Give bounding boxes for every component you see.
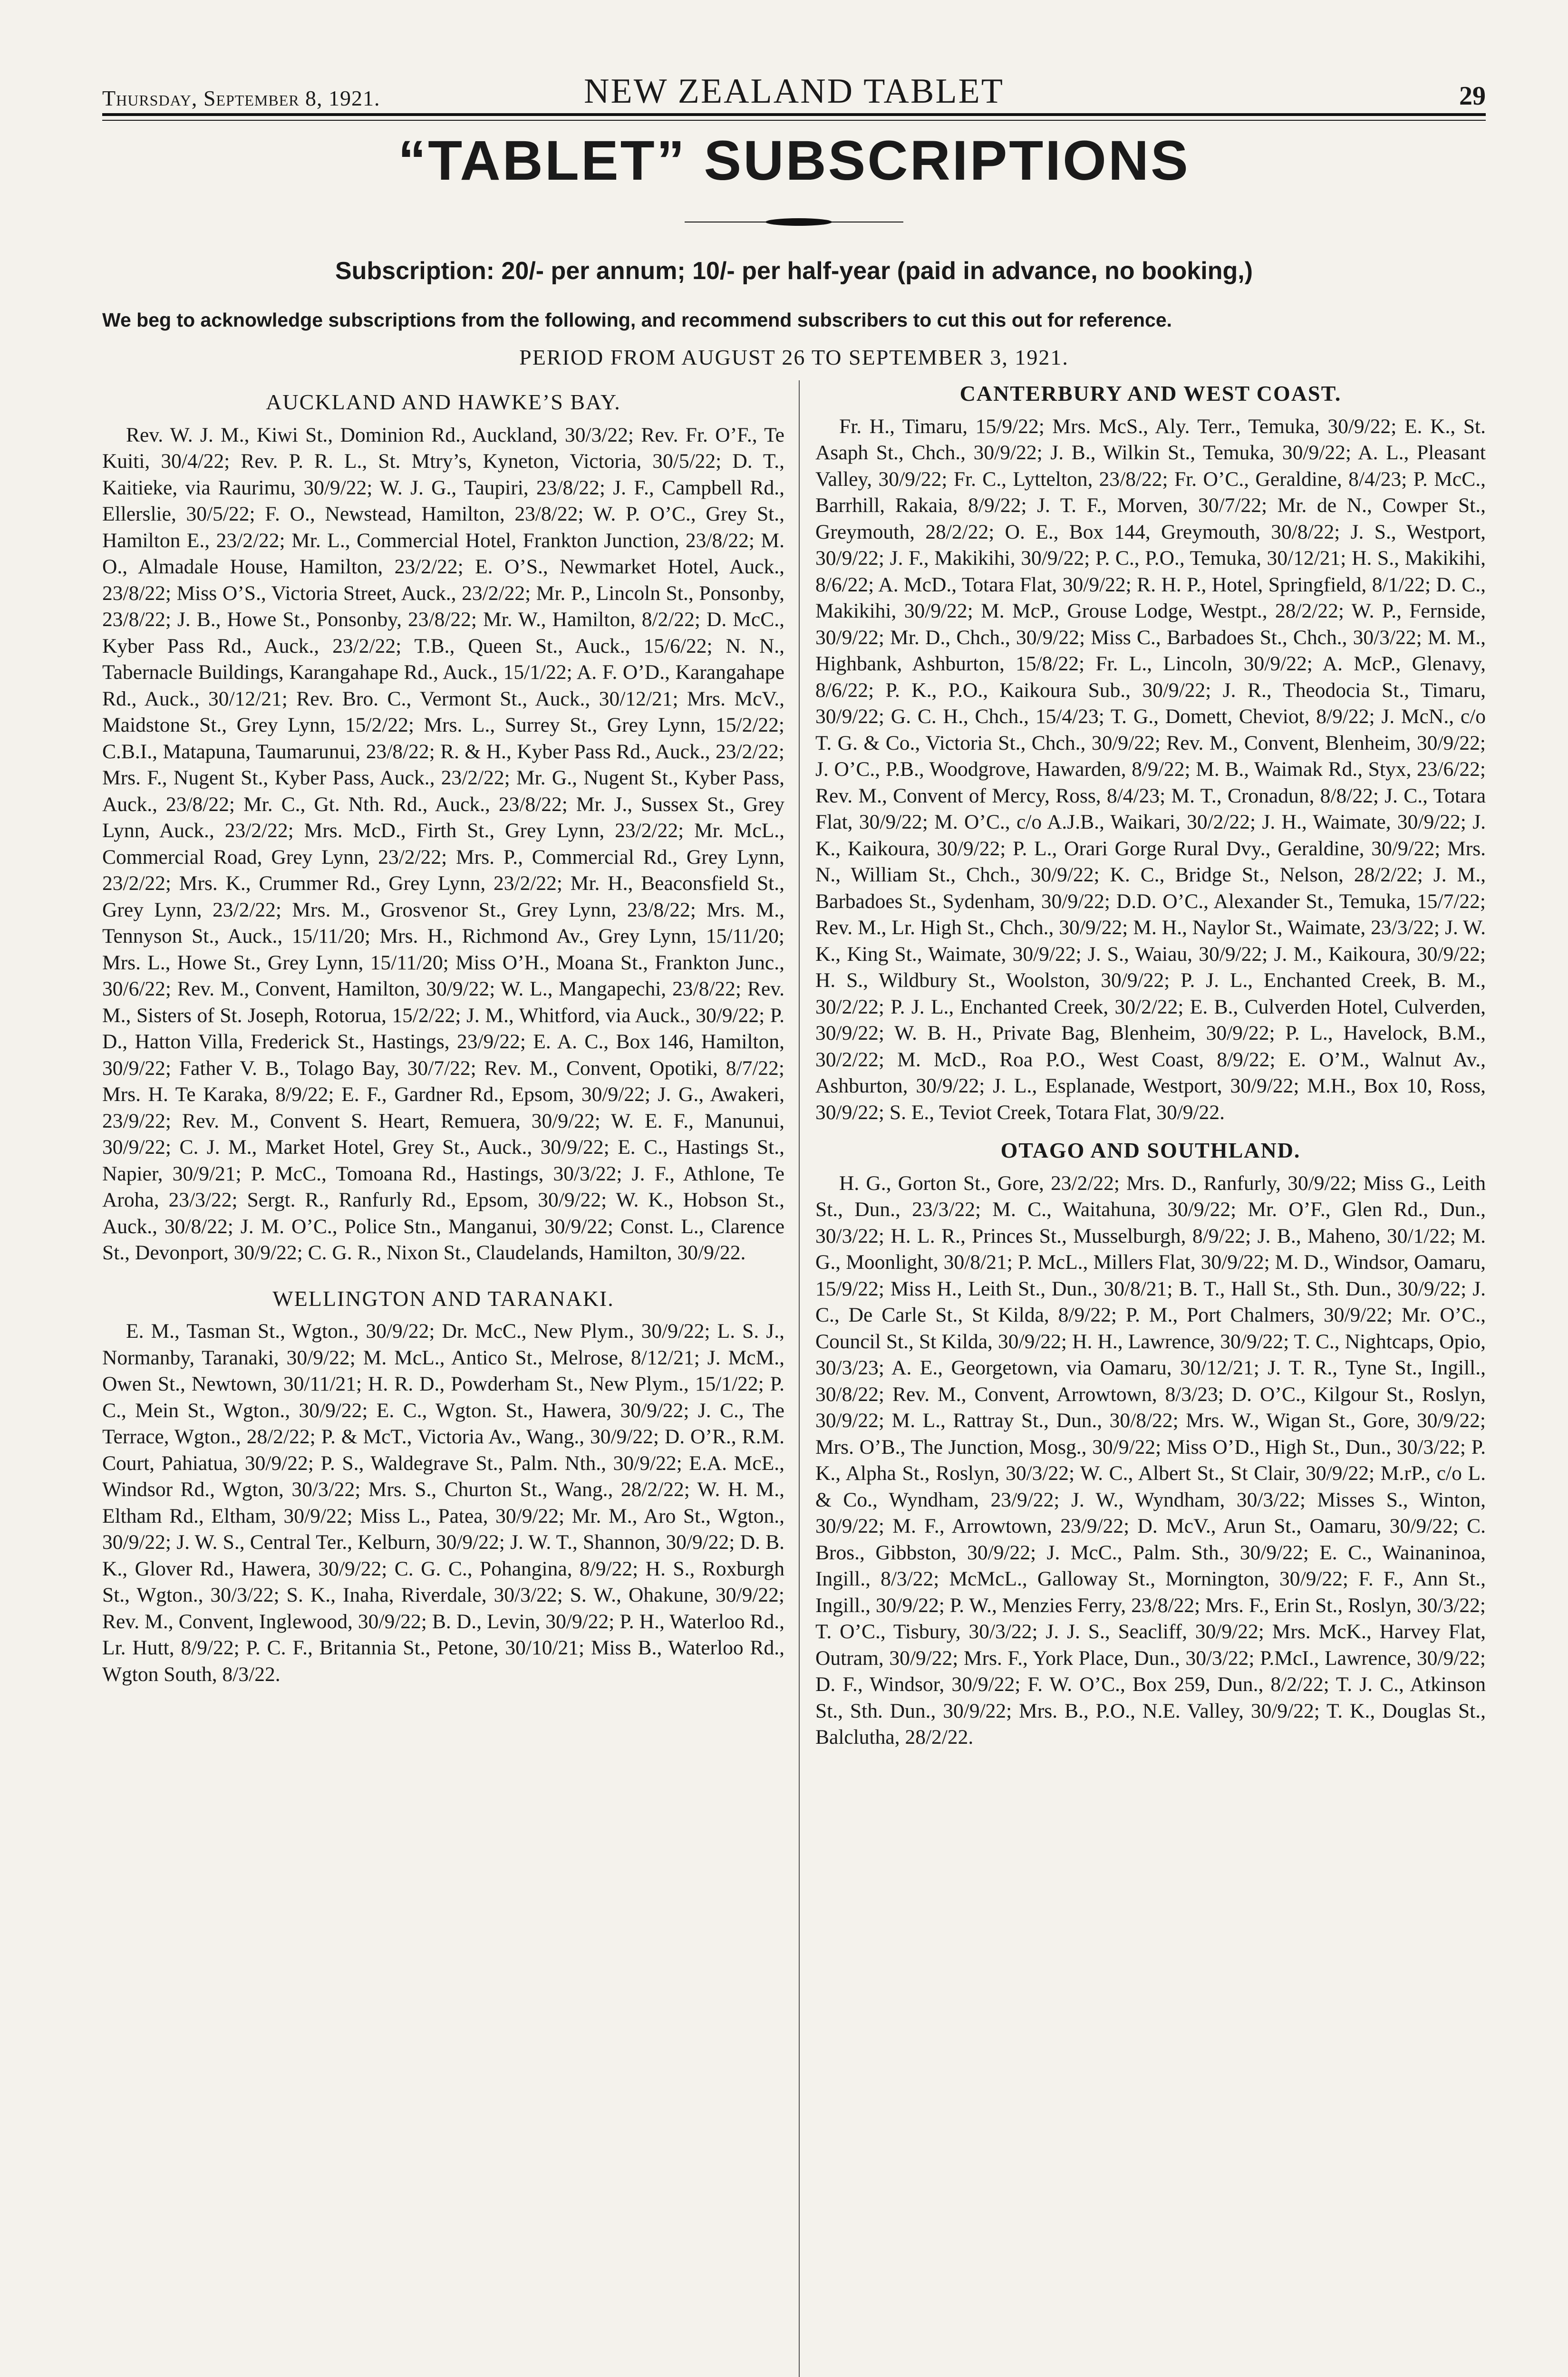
page-number: 29 [1459, 81, 1486, 111]
issue-date: Thursday, September 8, 1921. [102, 86, 380, 110]
header-rule-thin [102, 120, 1486, 121]
section-text-otago: H. G., Gorton St., Gore, 23/2/22; Mrs. D., Ranfurly, 30/9/22; Miss G., Leith St., Dun., 23/3/22; M. C., Waitahuna, 30/9/22; Mr. O’F., Glen Rd., Dun., 30/3/22; H. L. R., Princes St., Musselburgh, 8/9/22; J. B., Maheno, 30/1/22; M. G., Moonlight, 30/8/21; P. McL., Millers Flat, 30/9/22; M. D., Windsor, Oamaru, 15/9/22; Miss H., Leith St., Dun., 30/8/21; B. T., Hall St., Sth. Dun., 30/9/22; J. C., De Carle St., St Kilda, 8/9/22; P. M., Port Chalmers, 30/9/22; Mr. O’C., Council St., St Kilda, 30/9/22; H. H., Lawrence, 30/9/22; T. C., Nightcaps, Opio, 30/3/23; A. E., Georgetown, via Oamaru, 30/12/21; J. T. R., Tyne St., Ingill., 30/8/22; Rev. M., Convent, Arrowtown, 8/3/23; D. O’C., Kilgour St., Roslyn, 30/9/22; M. L., Rattray St., Dun., 30/8/22; Mrs. W., Wigan St., Gore, 30/9/22; Mrs. O’B., The Junction, Mosg., 30/9/22; Miss O’D., High St., Dun., 30/3/22; P. K., Alpha St., Roslyn, 30/3/22; W. C., Albert St., St Clair, 30/9/22; M.rP., c/o L. & Co., Wyndham, 23/9/22; J. W., Wyndham, 30/3/22; Misses S., Winton, 30/9/22; M. F., Arrowtown, 23/9/22; D. McV., Arun St., Oamaru, 30/9/22; C. Bros., Gibbston, 30/9/22; J. McC., Palm. Sth., 30/9/22; E. C., Wainaninoa, Ingill., 8/3/22; McMcL., Galloway St., Mornington, 30/9/22; F. F., Ann St., Ingill., 30/9/22; P. W., Menzies Ferry, 23/8/22; Mrs. F., Erin St., Roslyn, 30/3/22; T. O’C., Tisbury, 30/3/22; J. J. S., Seacliff, 30/9/22; Mrs. McK., Harvey Flat, Outram, 30/9/22; Mrs. F., York Place, Dun., 30/3/22; P.McI., Lawrence, 30/9/22; D. F., Windsor, 30/9/22; F. W. O’C., Box 259, Dun., 8/2/22; T. J. C., Atkinson St., Sth. Dun., 30/9/22; Mrs. B., P.O., N.E. Valley, 30/9/22; T. K., Douglas St., Balclutha, 28/2/22. [815, 1171, 1486, 1749]
ornament-divider [685, 216, 903, 228]
section-text-auckland: Rev. W. J. M., Kiwi St., Dominion Rd., Auckland, 30/3/22; Rev. Fr. O’F., Te Kuiti, 30/4/22; Rev. P. R. L., St. Mtry’s, Kyneton, Victoria, 30/5/22; D. T., Kaitieke, via Raurimu, 30/9/22; W. J. G., Taupiri, 23/8/22; J. F., Campbell Rd., Ellerslie, 30/5/22; F. O., Newstead, Hamilton, 23/8/22; W. P. O’C., Grey St., Hamilton E., 23/2/22; Mr. L., Commercial Hotel, Frankton Junction, 23/8/22; M. O., Almadale House, Hamilton, 23/2/22; E. O’S., Newmarket Hotel, Auck., 23/8/22; Miss O’S., Victoria Street, Auck., 23/2/22; Mr. P., Lincoln St., Ponsonby, 23/8/22; J. B., Howe St., Ponsonby, 23/8/22; Mr. W., Hamilton, 8/2/22; D. McC., Kyber Pass Rd., Auck., 23/2/22; T.B., Queen St., Auck., 15/6/22; N. N., Tabernacle Buildings, Karangahape Rd., Auck., 15/1/22; A. F. O’D., Karangahape Rd., Auck., 30/12/21; Rev. Bro. C., Vermont St., Auck., 30/12/21; Mrs. McV., Maidstone St., Grey Lynn, 15/2/22; Mrs. L., Surrey St., Grey Lynn, 15/2/22; C.B.I., Matapuna, Taumarunui, 23/8/22; R. & H., Kyber Pass Rd., Auck., 23/2/22; Mrs. F., Nugent St., Kyber Pass, Auck., 23/2/22; Mr. G., Nugent St., Kyber Pass, Auck., 23/8/22; Mr. C., Gt. Nth. Rd., Auck., 23/8/22; Mr. J., Sussex St., Grey Lynn, Auck., 23/2/22; Mrs. McD., Firth St., Grey Lynn, 23/2/22; Mr. McL., Commercial Road, Grey Lynn, 23/2/22; Mrs. P., Commercial Rd., Grey Lynn, 23/2/22; Mrs. K., Crummer Rd., Grey Lynn, 23/2/22; Mr. H., Beaconsfield St., Grey Lynn, 23/2/22; Mrs. M., Grosvenor St., Grey Lynn, 23/8/22; Mrs. M., Tennyson St., Auck., 15/11/20; Mrs. H., Richmond Av., Grey Lynn, 15/11/20; Mrs. L., Howe St., Grey Lynn, 15/11/20; Miss O’H., Moana St., Frankton Junc., 30/6/22; Rev. M., Convent, Hamilton, 30/9/22; W. L., Mangapechi, 23/8/22; Rev. M., Sisters of St. Joseph, Rotorua, 15/2/22; J. M., Whitford, via Auck., 30/9/22; P. D., Hatton Villa, Frederick St., Hastings, 23/9/22; E. A. C., Box 146, Hamilton, 30/9/22; Father V. B., Tolago Bay, 30/7/22; Rev. M., Convent, Opotiki, 8/7/22; Mrs. H. Te Karaka, 8/9/22; E. F., Gardner Rd., Epsom, 30/9/22; J. G., Awakeri, 23/9/22; Rev. M., Convent S. Heart, Remuera, 30/9/22; W. E. F., Manunui, 30/9/22; C. J. M., Market Hotel, Grey St., Auck., 30/9/22; E. C., Hastings St., Napier, 30/9/21; P. McC., Tomoana Rd., Hastings, 30/3/22; J. F., Athlone, Te Aroha, 23/3/22; Sergt. R., Ranfurly Rd., Epsom, 30/9/22; W. K., Hobson St., Auck., 30/8/22; J. M. O’C., Police Stn., Manganui, 30/9/22; Const. L., Clarence St., Devonport, 30/9/22; C. G. R., Nixon St., Claudelands, Hamilton, 30/9/22. [102, 423, 784, 1264]
section-heading-auckland: AUCKLAND AND HAWKE’S BAY. [266, 390, 621, 414]
section-heading-wellington: WELLINGTON AND TARANAKI. [272, 1286, 614, 1311]
page-header [102, 71, 1486, 114]
period-line: PERIOD FROM AUGUST 26 TO SEPTEMBER 3, 1921. [519, 345, 1069, 369]
left-column [102, 380, 784, 1688]
section-text-canterbury: Fr. H., Timaru, 15/9/22; Mrs. McS., Aly. Terr., Temuka, 30/9/22; E. K., St. Asaph St., Chch., 30/9/22; J. B., Wilkin St., Temuka, 30/9/22; A. L., Pleasant Valley, 30/9/22; Fr. C., Lyttelton, 23/8/22; Fr. O’C., Geraldine, 8/4/23; P. McC., Barrhill, Rakaia, 8/9/22; J. T. F., Morven, 30/7/22; Mr. de N., Cowper St., Greymouth, 28/2/22; O. E., Box 144, Greymouth, 30/8/22; J. S., Westport, 30/9/22; J. F., Makikihi, 30/9/22; P. C., P.O., Temuka, 30/12/21; H. S., Makikihi, 8/6/22; A. McD., Totara Flat, 30/9/22; R. H. P., Hotel, Springfield, 8/1/22; D. C., Makikihi, 30/9/22; M. McP., Grouse Lodge, Westpt., 28/2/22; W. P., Fernside, 30/9/22; Mr. D., Chch., 30/9/22; Miss C., Barbadoes St., Chch., 30/3/22; M. M., Highbank, Ashburton, 15/8/22; Fr. L., Lincoln, 30/9/22; A. McP., Glenavy, 8/6/22; P. K., P.O., Kaikoura Sub., 30/9/22; J. R., Theodocia St., Timaru, 30/9/22; G. C. H., Chch., 15/4/23; T. G., Domett, Cheviot, 8/9/22; J. McN., c/o T. G. & Co., Victoria St., Chch., 30/9/22; Rev. M., Convent, Blenheim, 30/9/22; J. O’C., P.B., Woodgrove, Hawarden, 8/9/22; M. B., Waimak Rd., Styx, 23/6/22; Rev. M., Convent of Mercy, Ross, 8/4/23; M. T., Cronadun, 8/8/22; J. C., Totara Flat, 30/9/22; M. O’C., c/o A.J.B., Waikari, 30/2/22; J. H., Waimate, 30/9/22; J. K., Kaikoura, 30/9/22; P. L., Orari Gorge Rural Dvy., Geraldine, 30/9/22; Mrs. N., William St., Chch., 30/9/22; K. C., Bridge St., Nelson, 28/2/22; J. M., Barbadoes St., Sydenham, 30/9/22; D.D. O’C., Alexander St., Temuka, 15/7/22; Rev. M., Lr. High St., Chch., 30/9/22; M. H., Naylor St., Waimate, 23/3/22; J. W. K., King St., Waimate, 30/9/22; J. S., Waiau, 30/9/22; J. M., Kaikoura, 30/9/22; H. S., Wildbury St., Woolston, 30/9/22; P. J. L., Enchanted Creek, B. M., 30/2/22; P. J. L., Enchanted Creek, 30/2/22; E. B., Culverden Hotel, Culverden, 30/9/22; W. B. H., Private Bag, Blenheim, 30/9/22; P. L., Havelock, B.M., 30/2/22; M. McD., Roa P.O., West Coast, 8/9/22; E. O’M., Walnut Av., Ashburton, 30/9/22; J. L., Esplanade, Westport, 30/9/22; M.H., Box 10, Ross, 30/9/22; S. E., Teviot Creek, Totara Flat, 30/9/22. [815, 415, 1486, 1124]
section-heading-otago: OTAGO AND SOUTHLAND. [1000, 1138, 1301, 1162]
page-title: “TABLET” SUBSCRIPTIONS [398, 129, 1190, 192]
section-heading-canterbury: CANTERBURY AND WEST COAST. [959, 381, 1342, 406]
header-rule [102, 113, 1486, 116]
newspaper-name: NEW ZEALAND TABLET [584, 72, 1004, 111]
subscription-rates: Subscription: 20/- per annum; 10/- per half-year (paid in advance, no booking,) [335, 257, 1253, 285]
right-column [815, 380, 1486, 1751]
section-text-wellington: E. M., Tasman St., Wgton., 30/9/22; Dr. McC., New Plym., 30/9/22; L. S. J., Normanby, Taranaki, 30/9/22; M. McL., Antico St., Melrose, 8/12/21; J. McM., Owen St., Newtown, 30/11/21; H. R. D., Powderham St., New Plym., 15/1/22; P. C., Mein St., Wgton., 30/9/22; E. C., Wgton. St., Hawera, 30/9/22; J. C., The Terrace, Wgton., 28/2/22; P. & McT., Victoria Av., Wang., 30/9/22; D. O’R., R.M. Court, Pahiatua, 30/9/22; P. S., Waldegrave St., Palm. Nth., 30/9/22; E.A. McE., Windsor Rd., Wgton, 30/3/22; Mrs. S., Churton St., Wang., 28/2/22; W. H. M., Eltham Rd., Eltham, 30/9/22; Miss L., Patea, 30/9/22; Mr. M., Aro St., Wgton., 30/9/22; J. W. S., Central Ter., Kelburn, 30/9/22; J. W. T., Shannon, 30/9/22; D. B. K., Glover Rd., Hawera, 30/9/22; C. G. C., Pohangina, 8/9/22; H. S., Roxburgh St., Wgton., 30/3/22; S. K., Inaha, Riverdale, 30/3/22; S. W., Ohakune, 30/9/22; Rev. M., Convent, Inglewood, 30/9/22; B. D., Levin, 30/9/22; P. H., Waterloo Rd., Lr. Hutt, 8/9/22; P. C. F., Britannia St., Petone, 30/10/21; Miss B., Waterloo Rd., Wgton South, 8/3/22. [102, 1320, 784, 1686]
acknowledgement-note: We beg to acknowledge subscriptions from the following, and recommend subscribers to cut this out for reference. [102, 309, 1172, 331]
column-divider [799, 380, 800, 2377]
